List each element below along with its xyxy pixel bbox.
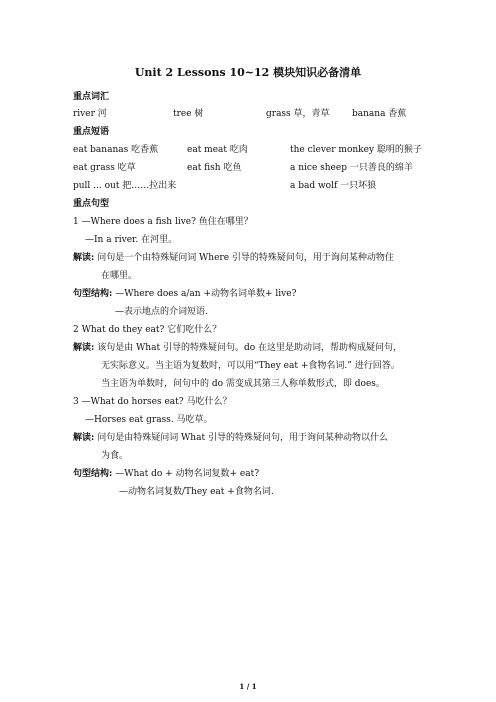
- structure-text: —动物名词复数/They eat +食物名词.: [119, 487, 274, 497]
- vocab-item: grass 草，青草: [266, 109, 330, 119]
- explanation-text: 为食。: [101, 451, 129, 461]
- vocab-item: tree 树: [173, 109, 204, 119]
- structure-text: —Where does a/an +动物名词单数+ live?: [112, 289, 297, 299]
- sentence-question: 3 —What do horses eat? 马吃什么？: [73, 397, 232, 407]
- structure-line: [73, 288, 296, 300]
- explanation-text: 无实际意义。当主语为复数时，可以用“They eat +食物名词.” 进行回答。: [101, 361, 400, 371]
- sentence-answer: —Horses eat grass. 马吃草。: [85, 415, 213, 425]
- phrase-item: the clever monkey 聪明的猴子: [290, 145, 422, 155]
- vocab-item: river 河: [73, 109, 107, 119]
- sentence-question: 1 —Where does a fish live? 鱼住在哪里？: [73, 217, 253, 227]
- phrases-heading: 重点短语: [73, 127, 110, 137]
- phrase-item: pull ... out 把……拉出来: [73, 181, 177, 191]
- vocab-item: banana 香蕉: [352, 109, 407, 119]
- structure-text: —表示地点的介词短语.: [115, 307, 208, 317]
- sentence-answer: —In a river. 在河里。: [85, 235, 178, 245]
- phrase-item: eat meat 吃肉: [187, 145, 248, 155]
- structure-line: [73, 468, 259, 480]
- phrase-item: eat fish 吃鱼: [187, 163, 242, 173]
- explanation-text: 当主语为单数时，问句中的 do 需变成其第三人称单数形式，即 does。: [101, 379, 385, 389]
- structure-label: 句型结构:: [73, 469, 113, 479]
- explanation-text: 问句是一个由特殊疑问词 Where 引导的特殊疑问句，用于询问某种动物住: [94, 253, 394, 263]
- explanation-text: 问句是由特殊疑问词 What 引导的特殊疑问句，用于询问某种动物以什么: [94, 433, 388, 443]
- explanation-label: 解读:: [73, 433, 95, 443]
- explanation-label: 解读:: [73, 253, 95, 263]
- document-title: Unit 2 Lessons 10~12 模块知识必备清单: [134, 66, 362, 79]
- sentences-heading: 重点句型: [73, 199, 110, 209]
- phrase-item: a nice sheep 一只善良的绵羊: [290, 163, 413, 173]
- explanation-text: 该句是由 What 引导的特殊疑问句。do 在这里是助动词，帮助构成疑问句，: [94, 343, 402, 353]
- phrase-item: eat bananas 吃香蕉: [73, 145, 159, 155]
- structure-label: 句型结构:: [73, 289, 113, 299]
- phrase-item: eat grass 吃草: [73, 163, 136, 173]
- explanation-line: [73, 342, 402, 354]
- explanation-line: [73, 252, 394, 264]
- phrase-item: a bad wolf 一只坏狼: [290, 181, 377, 191]
- structure-text: —What do + 动物名词复数+ eat?: [112, 469, 260, 479]
- page-number: 1 / 1: [239, 682, 257, 691]
- vocab-heading: 重点词汇: [73, 92, 110, 102]
- explanation-text: 在哪里。: [101, 271, 138, 281]
- explanation-line: [73, 432, 388, 444]
- explanation-label: 解读:: [73, 343, 95, 353]
- sentence-question: 2 What do they eat? 它们吃什么？: [73, 325, 222, 335]
